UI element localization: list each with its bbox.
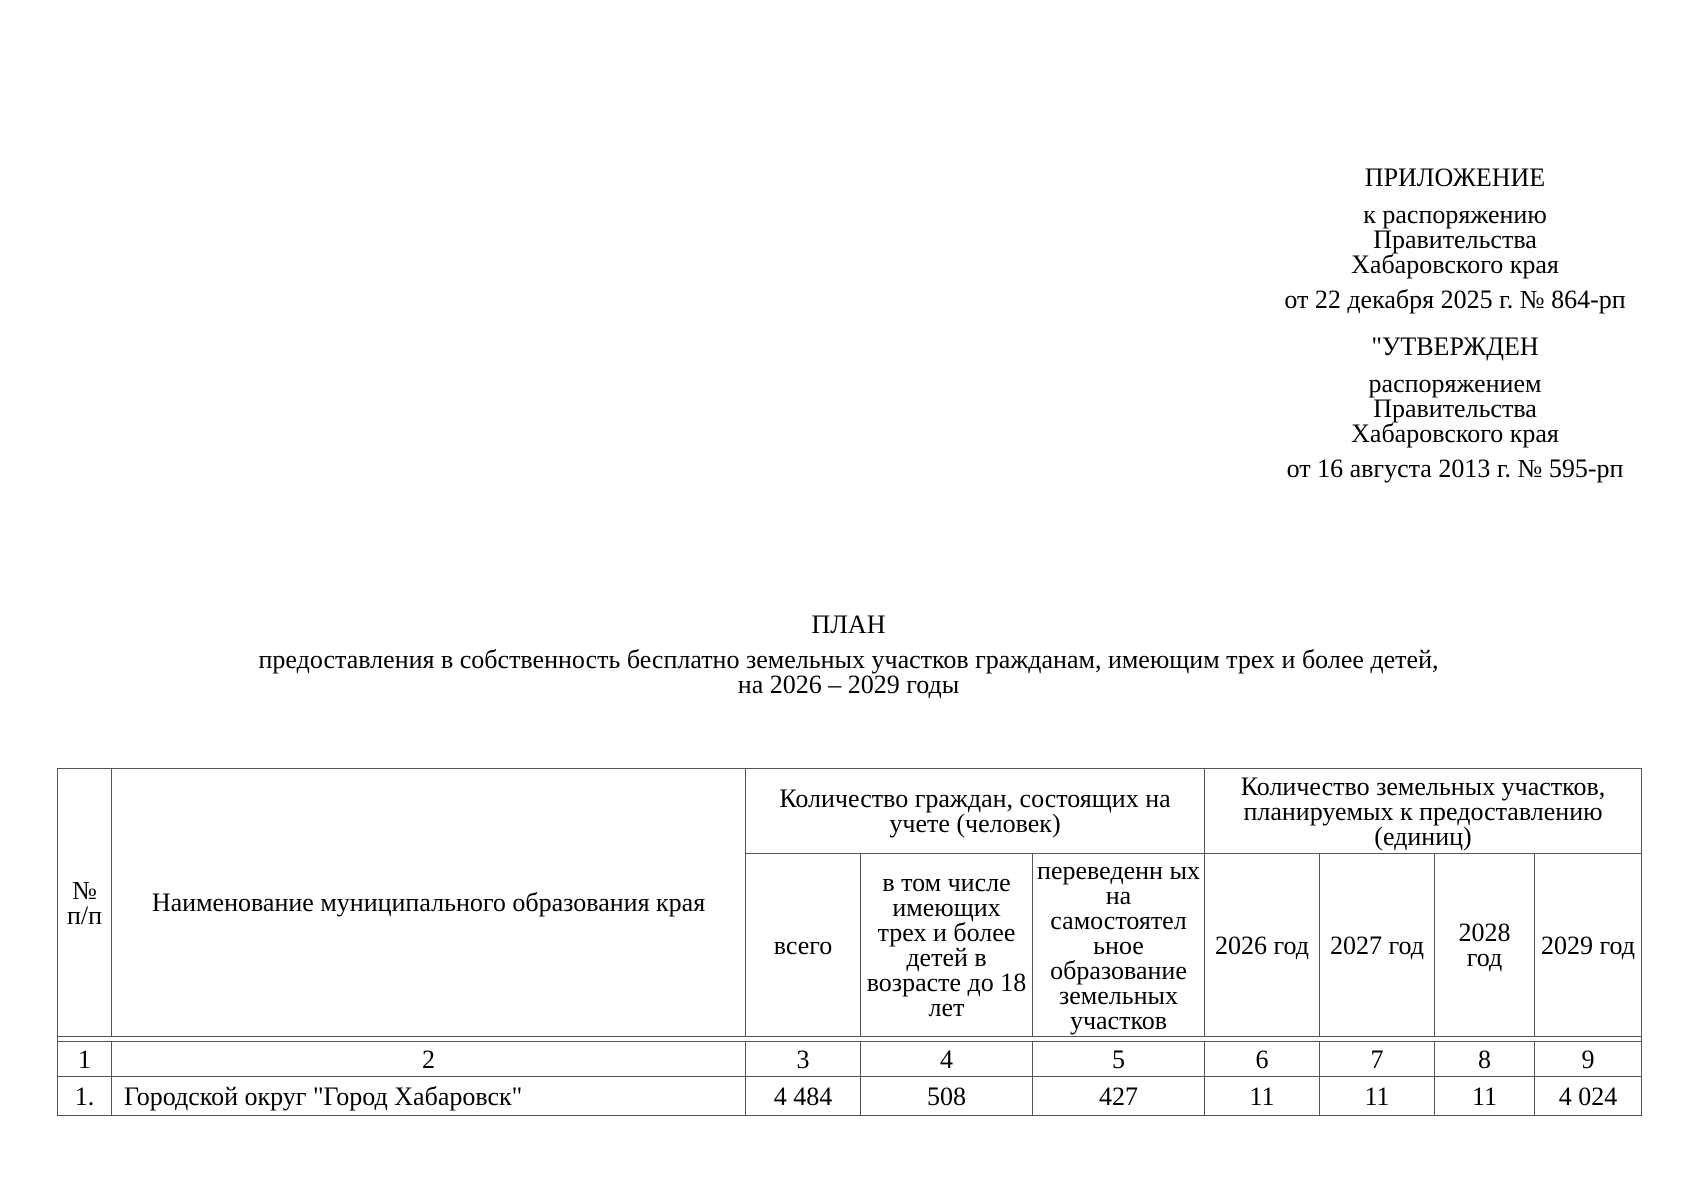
annex-line: к распоряжению [1363,200,1547,229]
annex-line: Хабаровского края [1351,250,1559,279]
table-row [58,1077,1642,1116]
row-num: 1. [58,1077,112,1116]
annex-block [1260,165,1650,481]
approved-line: Хабаровского края [1351,419,1559,448]
approved-date: от 16 августа 2013 г. № 595-рп [1286,454,1624,483]
plan-table [57,768,1642,1116]
row-2026: 11 [1205,1077,1320,1116]
row-2029: 4 024 [1535,1077,1642,1116]
index-cell: 3 [746,1042,861,1077]
header-children: в том числе имеющих трех и более детей в возрасте до 18 лет [861,854,1033,1037]
row-total: 4 484 [746,1077,861,1116]
annex-line: Правительства [1373,225,1537,254]
row-transferred: 427 [1033,1077,1205,1116]
annex-title: ПРИЛОЖЕНИЕ [1364,163,1546,192]
row-2028: 11 [1435,1077,1535,1116]
header-2028: 2028 год [1435,854,1535,1037]
index-cell: 6 [1205,1042,1320,1077]
index-cell: 7 [1320,1042,1435,1077]
index-cell: 9 [1535,1042,1642,1077]
header-num: № п/п [58,769,112,1037]
plan-subtitle-line2: на 2026 – 2029 годы [737,670,960,699]
index-cell: 4 [861,1042,1033,1077]
row-children: 508 [861,1077,1033,1116]
annex-date: от 22 декабря 2025 г. № 864-рп [1284,285,1626,314]
index-cell: 1 [58,1042,112,1077]
header-2027: 2027 год [1320,854,1435,1037]
header-2026: 2026 год [1205,854,1320,1037]
plan-subtitle-line1: предоставления в собственность бесплатно земельных участков гражданам, имеющим трех и более детей, [258,645,1439,674]
approved-line: Правительства [1373,394,1537,423]
row-name: Городской округ "Город Хабаровск" [112,1077,746,1116]
row-2027: 11 [1320,1077,1435,1116]
header-2029: 2029 год [1535,854,1642,1037]
index-cell: 5 [1033,1042,1205,1077]
header-total: всего [746,854,861,1037]
approved-line: распоряжением [1368,369,1542,398]
header-name: Наименование муниципального образования края [112,769,746,1037]
approved-title: "УТВЕРЖДЕН [1371,332,1539,361]
header-group-plots: Количество земельных участков, планируемых к предоставлению (единиц) [1205,769,1642,854]
header-group-citizens: Количество граждан, состоящих на учете (человек) [746,769,1205,854]
plan-heading [0,612,1697,697]
index-cell: 8 [1435,1042,1535,1077]
header-transferred: переведенн ых на самостоятел ьное образование земельных участков [1033,854,1205,1037]
index-cell: 2 [112,1042,746,1077]
plan-title: ПЛАН [811,610,886,639]
